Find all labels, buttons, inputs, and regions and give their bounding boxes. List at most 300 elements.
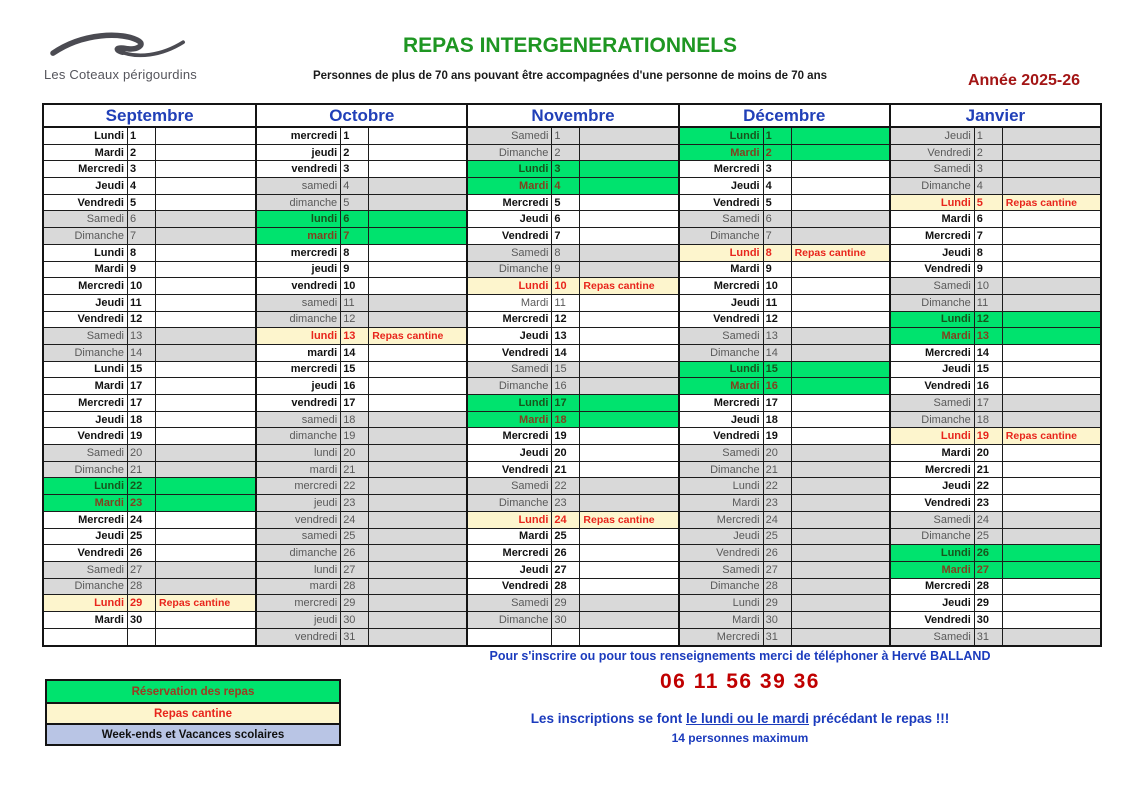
day-number-cell: 23 [552, 495, 580, 511]
note-cell [580, 228, 677, 244]
note-cell [580, 612, 677, 628]
day-number-cell: 7 [764, 228, 792, 244]
page-title: REPAS INTERGENERATIONNELS [402, 34, 738, 57]
day-number-cell: 22 [764, 478, 792, 494]
day-name-cell: vendredi [257, 395, 341, 411]
day-name-cell: Jeudi [468, 562, 552, 578]
note-cell [369, 412, 466, 428]
note-cell [156, 345, 255, 361]
day-name-cell: dimanche [257, 312, 341, 328]
day-row [257, 295, 466, 312]
day-number-cell: 2 [552, 145, 580, 161]
day-number-cell: 17 [552, 395, 580, 411]
day-name-cell: mardi [257, 345, 341, 361]
day-row [257, 245, 466, 262]
day-name-cell: vendredi [257, 629, 341, 646]
day-number-cell: 16 [552, 378, 580, 394]
day-number-cell: 9 [764, 262, 792, 278]
day-name-cell: Jeudi [891, 128, 975, 144]
day-name-cell: Vendredi [468, 228, 552, 244]
note-cell [1003, 211, 1100, 227]
day-row [44, 378, 255, 395]
day-number-cell: 13 [341, 328, 369, 344]
note-cell [369, 595, 466, 611]
note-cell [792, 412, 889, 428]
note-cell [369, 161, 466, 177]
note-cell [1003, 478, 1100, 494]
note-cell [156, 428, 255, 444]
day-row [680, 478, 889, 495]
note-cell [369, 378, 466, 394]
note-cell [792, 512, 889, 528]
day-number-cell: 9 [975, 262, 1003, 278]
day-row [468, 378, 677, 395]
day-row [468, 629, 677, 646]
day-name-cell: Mardi [891, 328, 975, 344]
day-name-cell: Samedi [680, 211, 764, 227]
note-cell [156, 529, 255, 545]
note-cell [792, 462, 889, 478]
day-number-cell: 5 [128, 195, 156, 211]
day-name-cell: Mercredi [468, 195, 552, 211]
note-cell: Repas cantine [583, 280, 655, 293]
note-cell [1003, 378, 1100, 394]
note-cell [156, 629, 255, 646]
day-number-cell: 28 [975, 579, 1003, 595]
day-number-cell: 2 [128, 145, 156, 161]
note-cell [1003, 629, 1100, 646]
day-row [468, 512, 677, 529]
day-row [468, 562, 677, 579]
day-name-cell: Samedi [680, 328, 764, 344]
note-cell [792, 345, 889, 361]
day-name-cell: Lundi [44, 595, 128, 611]
note-cell [580, 262, 677, 278]
day-row [257, 178, 466, 195]
day-row [680, 278, 889, 295]
day-name-cell: Lundi [44, 128, 128, 144]
day-name-cell: Lundi [680, 362, 764, 378]
day-name-cell: Jeudi [44, 412, 128, 428]
note-cell [1003, 445, 1100, 461]
note-cell [156, 278, 255, 294]
note-cell [580, 462, 677, 478]
day-name-cell: Jeudi [468, 328, 552, 344]
note-cell [580, 128, 677, 144]
note-cell [792, 262, 889, 278]
day-row [44, 278, 255, 295]
note-cell: Repas cantine [159, 597, 231, 610]
day-number-cell: 18 [552, 412, 580, 428]
day-number-cell: 16 [975, 378, 1003, 394]
day-row [680, 262, 889, 279]
day-name-cell: Samedi [468, 362, 552, 378]
note-cell [369, 211, 466, 227]
day-row [44, 161, 255, 178]
day-number-cell: 22 [552, 478, 580, 494]
note-cell [792, 178, 889, 194]
day-name-cell: jeudi [257, 612, 341, 628]
day-row [680, 145, 889, 162]
month-column-2 [466, 105, 677, 645]
day-name-cell: samedi [257, 529, 341, 545]
day-row [257, 395, 466, 412]
day-name-cell: Jeudi [468, 211, 552, 227]
day-number-cell: 24 [975, 512, 1003, 528]
note-cell [792, 312, 889, 328]
day-number-cell: 25 [975, 529, 1003, 545]
day-row [44, 145, 255, 162]
note-cell [1003, 362, 1100, 378]
note-cell [369, 295, 466, 311]
day-number-cell: 17 [975, 395, 1003, 411]
note-cell [580, 362, 677, 378]
day-row [468, 579, 677, 596]
day-name-cell: Dimanche [44, 462, 128, 478]
day-name-cell: lundi [257, 562, 341, 578]
day-row [891, 529, 1100, 546]
note-cell [792, 562, 889, 578]
note-cell [792, 495, 889, 511]
day-row [891, 462, 1100, 479]
day-number-cell: 18 [764, 412, 792, 428]
day-row [680, 228, 889, 245]
day-row [468, 545, 677, 562]
day-row [257, 562, 466, 579]
day-row [257, 278, 466, 295]
day-row [891, 545, 1100, 562]
note-cell [156, 478, 255, 494]
note-cell [1003, 161, 1100, 177]
month-column-0 [44, 105, 255, 645]
day-row [891, 445, 1100, 462]
day-name-cell: lundi [257, 211, 341, 227]
day-number-cell: 20 [341, 445, 369, 461]
day-name-cell: Vendredi [468, 345, 552, 361]
day-name-cell: jeudi [257, 378, 341, 394]
note-cell [580, 295, 677, 311]
day-name-cell: Jeudi [891, 595, 975, 611]
day-number-cell: 20 [764, 445, 792, 461]
note-cell [1003, 228, 1100, 244]
day-name-cell: Dimanche [44, 345, 128, 361]
day-name-cell: lundi [257, 328, 341, 344]
day-row [680, 579, 889, 596]
day-name-cell: Lundi [44, 478, 128, 494]
note-cell [580, 412, 677, 428]
day-number-cell: 19 [975, 428, 1003, 444]
note-cell [580, 312, 677, 328]
day-number-cell: 20 [975, 445, 1003, 461]
day-row [468, 595, 677, 612]
note-cell [792, 161, 889, 177]
day-number-cell: 27 [341, 562, 369, 578]
day-row [44, 495, 255, 512]
note-cell [156, 495, 255, 511]
day-row [891, 378, 1100, 395]
day-name-cell: jeudi [257, 495, 341, 511]
day-row [680, 195, 889, 212]
note-cell [156, 445, 255, 461]
note-cell [369, 395, 466, 411]
day-name-cell: Vendredi [891, 262, 975, 278]
day-row [891, 245, 1100, 262]
note-cell [1003, 579, 1100, 595]
day-row [257, 445, 466, 462]
day-name-cell: Dimanche [891, 412, 975, 428]
day-row [257, 545, 466, 562]
day-name-cell: Vendredi [680, 312, 764, 328]
day-row [44, 612, 255, 629]
day-row [468, 462, 677, 479]
day-row [891, 579, 1100, 596]
day-name-cell: vendredi [257, 278, 341, 294]
day-number-cell: 27 [764, 562, 792, 578]
day-number-cell: 30 [128, 612, 156, 628]
day-number-cell: 27 [552, 562, 580, 578]
day-row [468, 295, 677, 312]
day-number-cell: 5 [341, 195, 369, 211]
day-row [468, 262, 677, 279]
day-name-cell: Dimanche [680, 579, 764, 595]
day-number-cell: 31 [341, 629, 369, 646]
day-number-cell: 21 [128, 462, 156, 478]
day-name-cell: Lundi [891, 312, 975, 328]
day-name-cell: samedi [257, 295, 341, 311]
day-number-cell: 14 [341, 345, 369, 361]
day-number-cell: 9 [128, 262, 156, 278]
page-subtitle: Personnes de plus de 70 ans pouvant être accompagnées d'une personne de moins de 70 ans [312, 70, 827, 82]
day-row [680, 412, 889, 429]
note-cell [792, 362, 889, 378]
day-row [468, 145, 677, 162]
day-number-cell: 2 [341, 145, 369, 161]
day-row [257, 362, 466, 379]
day-row [257, 428, 466, 445]
day-name-cell: Lundi [680, 245, 764, 261]
day-name-cell: jeudi [257, 145, 341, 161]
note-cell [369, 145, 466, 161]
day-row [680, 428, 889, 445]
day-number-cell: 29 [764, 595, 792, 611]
day-row [468, 412, 677, 429]
day-name-cell: Dimanche [468, 378, 552, 394]
day-name-cell: Dimanche [891, 295, 975, 311]
day-name-cell: Vendredi [44, 428, 128, 444]
day-name-cell: Dimanche [468, 612, 552, 628]
day-row [44, 579, 255, 596]
note-cell [156, 145, 255, 161]
note-cell [369, 629, 466, 646]
day-row [680, 629, 889, 646]
day-row [44, 462, 255, 479]
day-name-cell: Samedi [891, 395, 975, 411]
day-number-cell: 24 [128, 512, 156, 528]
day-number-cell: 29 [552, 595, 580, 611]
day-name-cell: Vendredi [680, 545, 764, 561]
note-cell [369, 445, 466, 461]
day-number-cell: 6 [975, 211, 1003, 227]
day-name-cell: Mercredi [44, 512, 128, 528]
day-number-cell: 17 [764, 395, 792, 411]
day-number-cell: 28 [341, 579, 369, 595]
day-name-cell: Mardi [680, 145, 764, 161]
day-row [257, 529, 466, 546]
note-cell [580, 495, 677, 511]
day-row [891, 145, 1100, 162]
day-number-cell: 28 [764, 579, 792, 595]
note-cell [156, 128, 255, 144]
day-name-cell: Mardi [891, 562, 975, 578]
day-number-cell: 31 [764, 629, 792, 646]
max-persons-line: 14 personnes maximum [671, 731, 809, 745]
day-number-cell: 22 [341, 478, 369, 494]
note-cell [369, 228, 466, 244]
day-number-cell: 17 [128, 378, 156, 394]
day-name-cell: Lundi [891, 195, 975, 211]
inscription-line [390, 711, 1090, 726]
day-number-cell: 25 [128, 529, 156, 545]
day-row [680, 328, 889, 345]
day-row [468, 362, 677, 379]
day-number-cell: 15 [128, 362, 156, 378]
day-row [468, 495, 677, 512]
day-row [468, 178, 677, 195]
day-row [891, 211, 1100, 228]
day-name-cell: Jeudi [44, 178, 128, 194]
day-number-cell: 5 [552, 195, 580, 211]
day-number-cell: 11 [341, 295, 369, 311]
day-number-cell: 20 [552, 445, 580, 461]
note-cell [369, 562, 466, 578]
note-cell [156, 161, 255, 177]
day-number-cell: 14 [975, 345, 1003, 361]
note-cell [580, 378, 677, 394]
day-name-cell: Lundi [891, 428, 975, 444]
note-cell [156, 195, 255, 211]
day-number-cell: 10 [552, 278, 580, 294]
day-number-cell: 14 [128, 345, 156, 361]
day-name-cell: Dimanche [44, 228, 128, 244]
day-name-cell: Lundi [891, 545, 975, 561]
month-header: Décembre [680, 105, 889, 128]
note-cell [792, 278, 889, 294]
note-cell [580, 445, 677, 461]
day-name-cell: Mercredi [468, 428, 552, 444]
note-cell [580, 145, 677, 161]
note-cell [580, 428, 677, 444]
day-row [44, 328, 255, 345]
day-row [680, 345, 889, 362]
note-cell [156, 295, 255, 311]
day-name-cell: Dimanche [680, 462, 764, 478]
day-number-cell: 1 [764, 128, 792, 144]
day-row [891, 412, 1100, 429]
day-name-cell: Jeudi [680, 295, 764, 311]
day-row [680, 245, 889, 262]
day-row [257, 512, 466, 529]
note-cell [792, 228, 889, 244]
note-cell [580, 529, 677, 545]
day-row [680, 562, 889, 579]
note-cell [792, 595, 889, 611]
day-row [468, 312, 677, 329]
day-number-cell: 28 [128, 579, 156, 595]
day-number-cell: 3 [128, 161, 156, 177]
day-number-cell: 13 [975, 328, 1003, 344]
day-row [44, 545, 255, 562]
day-number-cell: 20 [128, 445, 156, 461]
note-cell [369, 262, 466, 278]
note-cell [1003, 595, 1100, 611]
day-name-cell: mardi [257, 579, 341, 595]
note-cell [156, 412, 255, 428]
day-number-cell: 23 [764, 495, 792, 511]
day-number-cell: 12 [764, 312, 792, 328]
day-number-cell: 14 [552, 345, 580, 361]
day-number-cell: 30 [975, 612, 1003, 628]
day-name-cell: Mardi [468, 412, 552, 428]
note-cell [792, 211, 889, 227]
day-number-cell: 24 [341, 512, 369, 528]
day-number-cell: 1 [975, 128, 1003, 144]
day-name-cell: Dimanche [44, 579, 128, 595]
note-cell [156, 395, 255, 411]
day-row [680, 595, 889, 612]
day-number-cell: 1 [128, 128, 156, 144]
day-row [468, 328, 677, 345]
day-row [468, 428, 677, 445]
day-number-cell: 12 [128, 312, 156, 328]
day-name-cell: Lundi [44, 362, 128, 378]
note-cell [580, 579, 677, 595]
day-name-cell: Mercredi [891, 462, 975, 478]
day-number-cell: 5 [764, 195, 792, 211]
inscription-suffix: précédant le repas !!! [809, 711, 950, 726]
day-row [468, 161, 677, 178]
day-number-cell: 2 [764, 145, 792, 161]
day-row [680, 178, 889, 195]
day-number-cell: 22 [128, 478, 156, 494]
day-row [680, 545, 889, 562]
note-cell: Repas cantine [583, 513, 655, 526]
day-name-cell: Samedi [468, 128, 552, 144]
day-row [891, 278, 1100, 295]
day-number-cell: 18 [975, 412, 1003, 428]
day-name-cell: mercredi [257, 245, 341, 261]
day-row [44, 512, 255, 529]
logo-text: Les Coteaux périgourdins [44, 67, 197, 82]
note-cell [1003, 345, 1100, 361]
day-number-cell: 5 [975, 195, 1003, 211]
day-row [44, 245, 255, 262]
day-name-cell: Samedi [891, 512, 975, 528]
day-number-cell: 21 [552, 462, 580, 478]
day-name-cell: Samedi [44, 445, 128, 461]
day-name-cell: Dimanche [468, 495, 552, 511]
day-name-cell: Lundi [468, 512, 552, 528]
day-name-cell: Mercredi [680, 395, 764, 411]
note-cell [580, 211, 677, 227]
day-name-cell: Mardi [44, 612, 128, 628]
note-cell [792, 478, 889, 494]
day-name-cell: Samedi [891, 629, 975, 646]
day-row [257, 462, 466, 479]
day-row [468, 245, 677, 262]
note-cell [1003, 178, 1100, 194]
day-number-cell: 7 [975, 228, 1003, 244]
day-name-cell: Dimanche [891, 529, 975, 545]
